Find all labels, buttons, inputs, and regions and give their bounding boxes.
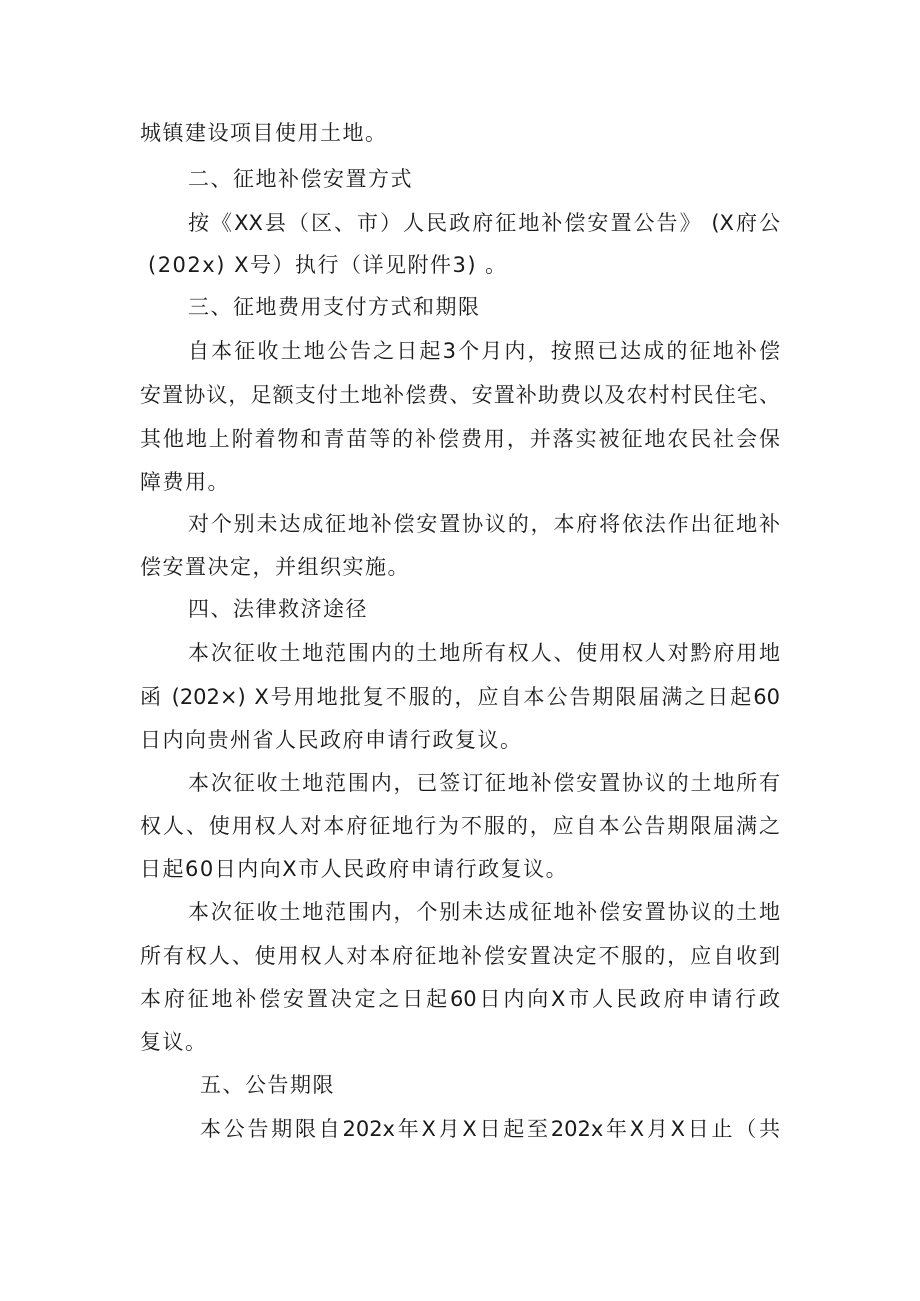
paragraph-line: 本次征收土地范围内，已签订征地补偿安置协议的土地所有	[188, 771, 780, 795]
paragraph-line: 对个别未达成征地补偿安置协议的，本府将依法作出征地补	[188, 512, 780, 536]
section-heading-compensation-method: 二、征地补偿安置方式	[188, 167, 413, 191]
paragraph-line: 函 (202×) X号用地批复不服的，应自本公告期限届满之日起60	[140, 685, 780, 709]
paragraph-line: 所有权人、使用权人对本府征地补偿安置决定不服的，应自收到	[140, 944, 780, 968]
paragraph-line: 安置协议，足额支付土地补偿费、安置补助费以及农村村民住宅、	[140, 383, 780, 407]
paragraph-line: 偿安置决定，并组织实施。	[140, 555, 410, 579]
section-heading-notice-period: 五、公告期限	[200, 1073, 335, 1097]
paragraph-line: 本公告期限自202x年X月X日起至202x年X月X日止（共	[200, 1117, 780, 1141]
paragraph-line: 日内向贵州省人民政府申请行政复议。	[140, 728, 523, 752]
paragraph-line: 日起60日内向X市人民政府申请行政复议。	[140, 857, 569, 881]
paragraph-line: 本次征收土地范围内的土地所有权人、使用权人对黔府用地	[188, 641, 780, 665]
paragraph-line: 本次征收土地范围内，个别未达成征地补偿安置协议的土地	[188, 900, 780, 924]
paragraph-line: (202x) X号）执行（详见附件3) 。	[148, 253, 508, 277]
paragraph-line: 障费用。	[140, 470, 230, 494]
paragraph-line: 城镇建设项目使用土地。	[140, 121, 388, 145]
paragraph-line: 权人、使用权人对本府征地行为不服的，应自本公告期限届满之	[140, 814, 780, 838]
paragraph-line: 自本征收土地公告之日起3个月内，按照已达成的征地补偿	[188, 339, 780, 363]
paragraph-line: 复议。	[140, 1030, 208, 1054]
paragraph-line: 按《XX县（区、市）人民政府征地补偿安置公告》 (X府公	[188, 211, 780, 235]
paragraph-line: 本府征地补偿安置决定之日起60日内向X市人民政府申请行政	[140, 987, 780, 1011]
section-heading-payment-method: 三、征地费用支付方式和期限	[188, 295, 481, 319]
paragraph-line: 其他地上附着物和青苗等的补偿费用，并落实被征地农民社会保	[140, 427, 780, 451]
section-heading-legal-remedy: 四、法律救济途径	[188, 597, 368, 621]
